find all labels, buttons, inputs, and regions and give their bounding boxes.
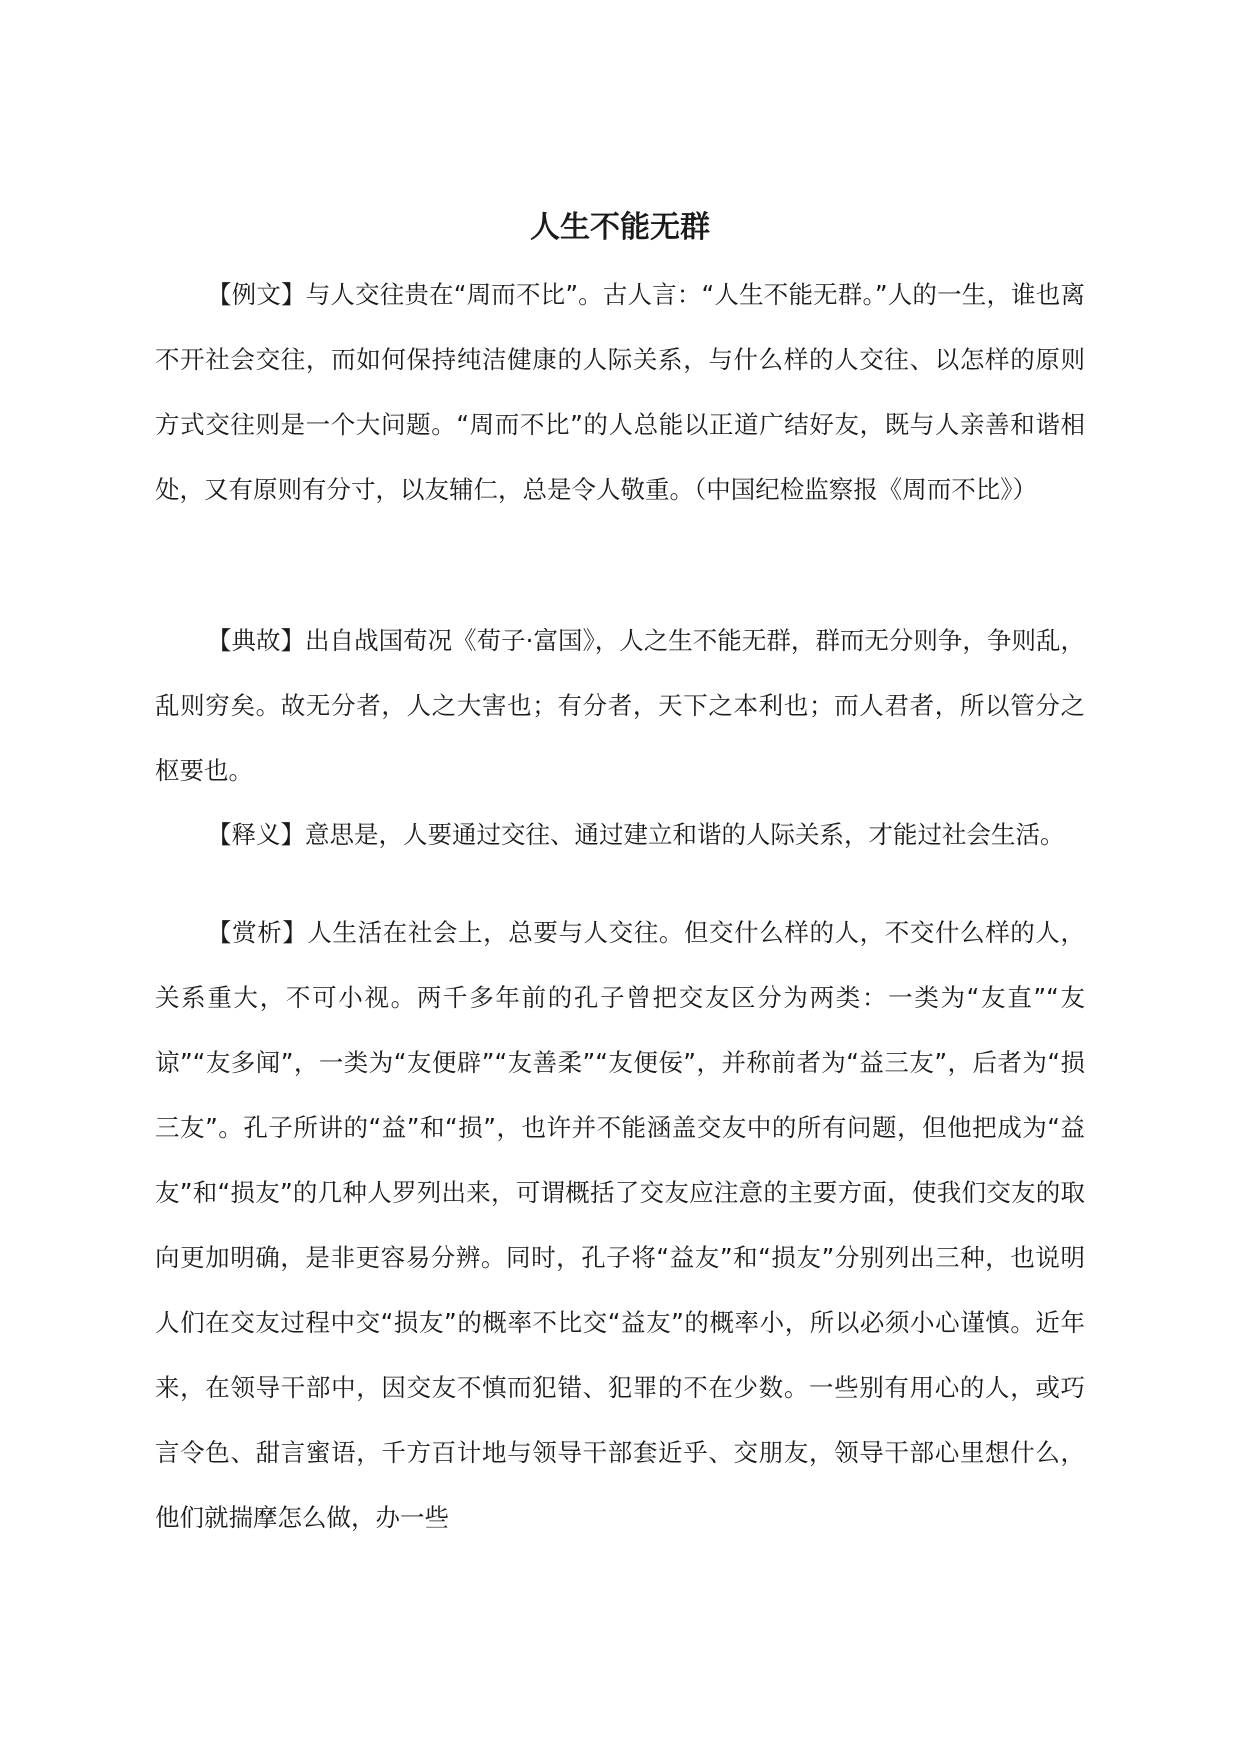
paragraph-appreciation: 【赏析】人生活在社会上，总要与人交往。但交什么样的人，不交什么样的人，关系重大，不可小视。两千多年前的孔子曾把交友区分为两类：一类为“友直”“友谅”“友多闻”，一类为“友便辟”“友善柔”“友便佞”，并称前者为“益三友”，后者为“损三友”。孔子所讲的“益”和“损”，也许并不能涵盖交友中的所有问题，但他把成为“益友”和“损友”的几种人罗列出来，可谓概括了交友应注意的主要方面，使我们交友的取向更加明确，是非更容易分辨。同时，孔子将“益友”和“损友”分别列出三种，也说明人们在交友过程中交“损友”的概率不比交“益友”的概率小，所以必须小心谨慎。近年来，在领导干部中，因交友不慎而犯错、犯罪的不在少数。一些别有用心的人，或巧言令色、甜言蜜语，千方百计地与领导干部套近乎、交朋友，领导干部心里想什么，他们就揣摩怎么做，办一些 xyxy=(155,918,1085,1532)
paragraph-meaning: 【释义】意思是，人要通过交往、通过建立和谐的人际关系，才能过社会生活。 xyxy=(207,820,1065,849)
paragraph-allusion: 【典故】出自战国荀况《荀子·富国》，人之生不能无群，群而无分则争，争则乱，乱则穷矣。故无分者，人之大害也；有分者，天下之本利也；而人君者，所以管分之枢要也。 xyxy=(155,626,1085,785)
paragraph-example: 【例文】与人交往贵在“周而不比”。古人言：“人生不能无群。”人的一生，谁也离不开社会交往，而如何保持纯洁健康的人际关系，与什么样的人交往、以怎样的原则方式交往则是一个大问题。“周而不比”的人总能以正道广结好友，既与人亲善和谐相处，又有原则有分寸，以友辅仁，总是令人敬重。（中国纪检监察报《周而不比》） xyxy=(155,280,1085,504)
page-title: 人生不能无群 xyxy=(530,210,710,246)
